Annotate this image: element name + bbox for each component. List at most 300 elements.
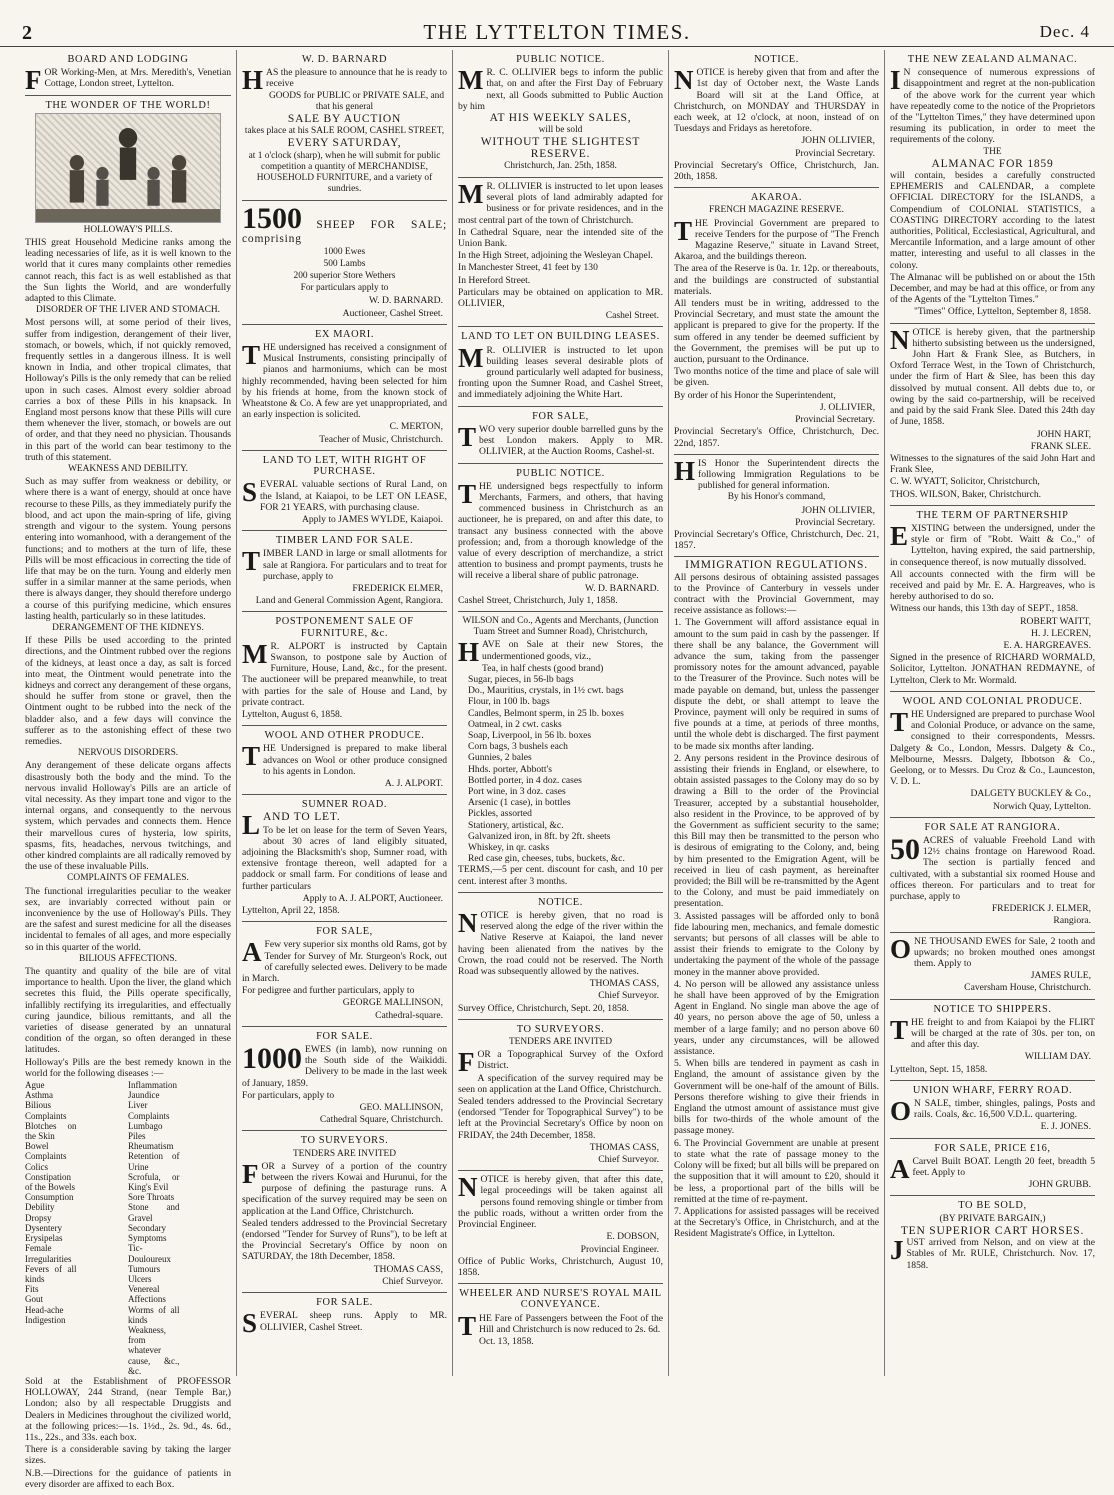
ad-title: THE NEW ZEALAND ALMANAC.: [907, 54, 1078, 65]
signature: Norwich Quay, Lyttelton.: [993, 800, 1091, 812]
section-heading: NERVOUS DISORDERS.: [77, 748, 179, 759]
ad-text: IMBER LAND in large or small allotments for sale at Rangiora. For particulars and to treat for purchase, apply to: [263, 548, 447, 582]
ad-rams-for-sale: [242, 922, 447, 1027]
list-item: Sore Throats: [128, 1192, 175, 1203]
signature: Caversham House, Christchurch.: [964, 982, 1091, 994]
masthead: [0, 0, 1114, 47]
ad-text: HE Undersigned are prepared to purchase Wool and Colonial Produce, or advance on the same, consigned to their correspondents, Messrs. Dalgety & Co., London, Messrs. Dalgety & Co., Melbourne, Messrs. Dalgety, Ibbotson & Co., Geelong, or to Messrs. Du Croz & Co., Launceston, V. D. L.: [890, 708, 1095, 788]
ad-title: FOR SALE,: [532, 410, 589, 422]
list-item: Dropsy: [25, 1212, 52, 1223]
list-item: Debility: [25, 1202, 55, 1213]
ad-subtitle: FRENCH MAGAZINE RESERVE.: [709, 205, 844, 216]
drop-cap: E: [890, 520, 909, 551]
list-item: Indigestion: [25, 1314, 66, 1325]
paragraph: All tenders must be in writing, addressed to the Provincial Secretary, and must state the amount the applicant is prepared to give for the property. If the sum offered in any tender be deemed sufficient by the Government, the premises will be put up to auction, pursuant to the Ordinance.: [674, 298, 879, 366]
signature: E. J. JONES.: [1040, 1121, 1091, 1133]
ad-timber-land: [242, 531, 447, 612]
paragraph: Holloway's Pills are the best remedy known in the world for the following diseases :—: [25, 1056, 231, 1079]
paragraph: will contain, besides a carefully constructed EPHEMERIS and CALENDAR, a complete OFFICIAL DIRECTORY for the ISLANDS, a Compendium of COLONIAL STATISTICS, a COASTING DIRECTORY according to the latest authorities, Political, Ecclesiastical, Agricultural, and Mercantile Information, and a large amount of other matter, interesting and useful to all classes in the colony.: [890, 170, 1095, 271]
ad-notice-to-shippers: [890, 1000, 1095, 1081]
paragraph: Sold at the Establishment of PROFESSOR HOLLOWAY, 244 Strand, (near Temple Bar,) London; also by all respectable Druggists and Dealers in Medicines throughout the civilized world, at the following prices:—1s. 1½d., 2s. 9d., 4s. 6d., 11s., 22s., and 33s. each box.: [25, 1375, 231, 1443]
paragraph: Provincial Secretary's Office, Christchurch, Dec. 21, 1857.: [674, 528, 879, 552]
paragraph: The quantity and quality of the bile are of vital importance to health. Upon the liver, the gland which secretes this fluid, the Pills operate specifically, infallibly rectifying its irregularities, and effectually curing jaundice, bilious remittants, and all the varieties of disease generated by an unnatural condition of the organ, so often deranged in these latitudes.: [25, 966, 231, 1056]
ad-ex-maori: [242, 325, 447, 451]
newspaper-title: THE LYTTELTON TIMES.: [423, 20, 691, 44]
list-item: Bottled porter, in 4 doz. cases: [468, 774, 582, 786]
paragraph: Particulars may be obtained on application to MR. OLLIVIER,: [458, 286, 663, 310]
list-item: Ulcers: [128, 1273, 152, 1284]
list-item: Oatmeal, in 2 cwt. casks: [468, 718, 562, 730]
list-item: Weakness, from whatever cause, &c., &c.: [128, 1324, 180, 1376]
big-number: 1500: [242, 202, 302, 236]
ad-title: NOTICE.: [538, 896, 583, 908]
ad-holloways-pills: [25, 96, 231, 1495]
ad-public-notice-ollivier: [458, 50, 663, 178]
list-item: Colics: [25, 1161, 49, 1172]
disease-list-right: [128, 1080, 231, 1376]
ad-immigration-regulations: [674, 557, 879, 1244]
ad-text: EVERAL sheep runs. Apply to MR. OLLIVIER, Cashel Street.: [260, 1310, 447, 1333]
ad-sumner-road: [242, 795, 447, 922]
ad-text: XISTING between the undersigned, under the style or firm of "Robt. Waitt & Co.," of Lyttelton, having expired, the said partnership, in consequence thereof, is now mutually dissolved.: [890, 522, 1095, 568]
paragraph: All persons desirous of obtaining assisted passages to the Province of Canterbury in vessels under contract with the Provincial Government, may receive assistance as follows:—: [674, 571, 879, 617]
list-item: Hhds. porter, Abbott's: [468, 763, 552, 775]
ad-text: R. ALPORT is instructed by Captain Swanson, to postpone sale by Auction of Furniture, House, Land, &c., for the present. The auctioneer will be prepared meanwhile, to treat with parties for the sale of House and Land, by private contract.: [242, 640, 447, 708]
paragraph: 6. The Provincial Government are unable at present to state what the rate of passage money to the Colony will be fixed; but all bills will be prepared on the supposition that it will amount to £20, should it be less, a proportional part of the bills will be remitted at the time of re-payment.: [674, 1137, 879, 1205]
signature: Cathedral-square.: [375, 1009, 443, 1021]
ad-title: NOTICE TO SHIPPERS.: [933, 1003, 1052, 1015]
ad-text: HE undersigned begs respectfully to inform Merchants, Farmers, and others, that having commenced business in Christchurch as an auctioneer, he is prepared, on and after this date, to transact any business connected with the above profession; and, from a thorough knowledge of the value of every description of merchandize, a strict attention to business and prompt payments, trusts he will receive a liberal share of public patronage.: [458, 480, 663, 582]
ad-text: OTICE is hereby given, that the partnership hitherto subsisting between us the undersigned, John Hart & Frank Slee, as Butchers, in Oxford Terrace West, in the Town of Christchurch, under the firm of Hart & Slee, has been this day dissolved by mutual consent. All debts due to, or owing by the said co-partnership, will be received and paid by the said Frank Slee. Dated this 24th day of June, 1858.: [890, 326, 1095, 428]
drop-cap: H: [458, 637, 480, 668]
paragraph: Most persons will, at some period of their lives, suffer from indigestion, derangement of their liver, stomach, or bowels, which, if not quickly removed, frequently settles in a dangerous illness. It is well known in India, and other tropical climates, that Holloway's Pills is the only remedy that can be relied upon in such cases. Almost every soldier abroad carries a box of these Pills in his knapsack. In England most persons know that these Pills will cure them whenever the liver, stomach, or bowels are out of order, and that they need no physician. Thousands in this part of the world can bear testimony to the truth of this statement.: [25, 317, 231, 463]
drop-cap: L: [242, 810, 261, 841]
ad-subtitle: TENDERS ARE INVITED: [508, 1037, 613, 1048]
ad-text: OTICE is hereby given, that after this date, legal proceedings will be taken against all persons found removing shingle or timber from the public roads, without a written order from the Provincial Engineer.: [458, 1174, 663, 1231]
paragraph: Lyttelton, Sept. 15, 1858.: [890, 1063, 988, 1075]
ad-line: By his Honor's command,: [727, 492, 826, 503]
section-heading: WEAKNESS AND DEBILITY.: [68, 464, 188, 475]
ad-text: R. C. OLLIVIER begs to inform the public that, on and after the First Day of February next, all Goods submitted to Public Auction by him: [458, 67, 663, 112]
signature: Apply to A. J. ALPORT, Auctioneer.: [302, 892, 443, 904]
drop-cap: T: [890, 1014, 909, 1045]
signature: FREDERICK J. ELMER,: [991, 903, 1091, 915]
paragraph: Lyttelton, August 6, 1858.: [242, 708, 343, 720]
list-item: Head-ache: [25, 1304, 64, 1315]
ad-line: takes place at his SALE ROOM, CASHEL STREET,: [244, 126, 445, 137]
list-item: Bowel Complaints: [25, 1141, 67, 1162]
drop-cap: M: [458, 342, 484, 373]
list-item: Jaundice: [128, 1090, 160, 1101]
signature: C. MERTON,: [389, 421, 443, 433]
paragraph: In Cathedral Square, near the intended site of the Union Bank.: [458, 226, 663, 250]
paragraph: Survey Office, Christchurch, Sept. 20, 1858.: [458, 1002, 629, 1014]
ad-plots-of-land: [458, 178, 663, 327]
list-item: Retention of Urine: [128, 1151, 180, 1172]
ad-postponement: [242, 612, 447, 726]
paragraph: In the High Street, adjoining the Wesleyan Chapel.: [458, 250, 653, 262]
drop-cap: H: [242, 65, 264, 96]
ad-title: IMMIGRATION REGULATIONS.: [685, 559, 868, 572]
paragraph: To be let on lease for the term of Seven Years, about 30 acres of land eligibly situated, adjoining the Blacksmith's shop, Sumner road, with extensive frontage thereon, well adapted for a paddock or small farm. For conditions of lease and further particulars: [242, 824, 447, 892]
ad-subtitle: (BY PRIVATE BARGAIN,): [939, 1213, 1046, 1224]
signature: JOHN OLLIVIER,: [801, 504, 875, 516]
signature: THOMAS CASS,: [373, 1263, 443, 1275]
ad-board-lodging: [25, 50, 231, 96]
list-item: Bilious Complaints: [25, 1100, 67, 1121]
ad-title: AKAROA.: [750, 192, 803, 204]
ad-subtitle: HOLLOWAY'S PILLS.: [83, 224, 173, 235]
signature: A. J. ALPORT.: [384, 777, 443, 789]
ad-text: HE Fare of Passengers between the Foot of the Hill and Christchurch is now reduced to 2s. 6d.: [479, 1312, 663, 1335]
signature: Provincial Secretary.: [795, 516, 875, 528]
paragraph: The functional irregularities peculiar to the weaker sex, are invariably corrected without pain or inconvenience by the use of Holloway's Pills. They are the safest and surest medicine for all the diseases incidental to females of all ages, and more especially so in this quarter of the world.: [25, 885, 231, 953]
drop-cap: S: [242, 477, 258, 508]
ad-line: at 1 o'clock (sharp), when he will submit for public competition a quantity of MERCHANDISE, HOUSEHOLD FURNITURE, and a variety of sundries.: [248, 150, 441, 195]
ad-title: PUBLIC NOTICE.: [516, 54, 605, 65]
engraving-illustration: [35, 113, 221, 223]
column-5: [884, 50, 1100, 1376]
ad-text: EVERAL valuable sections of Rural Land, on the Island, at Kaiapoi, to be LET ON LEASE, FOR 21 YEARS, with purchasing clause.: [260, 479, 447, 513]
list-item: Whiskey, in qr. casks: [468, 842, 550, 853]
ad-title: TO BE SOLD,: [958, 1200, 1027, 1212]
drop-cap: T: [890, 706, 909, 737]
ad-text: AS the pleasure to announce that he is ready to receive: [266, 67, 447, 90]
signature: E. DOBSON,: [606, 1231, 659, 1243]
ad-text: N SALE, timber, shingles, palings, Posts and rails. Coals, &c. 16,500 V.D.L. quartering.: [914, 1098, 1095, 1121]
list-item: Secondary Symptoms: [128, 1222, 167, 1244]
signature: Provincial Secretary.: [795, 414, 875, 426]
drop-cap: H: [674, 455, 696, 486]
drop-cap: N: [890, 324, 910, 355]
list-item: Arsenic (1 case), in bottles: [468, 797, 571, 809]
list-item: Fevers of all kinds: [25, 1263, 77, 1284]
paragraph: There is a considerable saving by taking the larger sizes.: [25, 1444, 231, 1467]
list-item: Stationery, artistical, &c.: [468, 819, 564, 831]
drop-cap: M: [242, 638, 268, 669]
ad-title: UNION WHARF, FERRY ROAD.: [912, 1084, 1073, 1096]
signature: Apply to JAMES WYLDE, Kaiapoi.: [301, 513, 443, 525]
list-item: Dysentery: [25, 1222, 62, 1233]
ad-title: WOOL AND OTHER PRODUCE.: [264, 730, 425, 742]
drop-cap: T: [674, 215, 693, 246]
ad-text: WO very superior double barrelled guns by the best London makers. Apply to MR. OLLIVIER, at the Auction Rooms, Cashel-st.: [479, 423, 663, 458]
paragraph: Oct. 13, 1858.: [479, 1335, 534, 1347]
ad-immigration-directive: [674, 455, 879, 558]
paragraph: Provincial Secretary's Office, Christchurch, Dec. 22nd, 1857.: [674, 426, 879, 449]
ad-title: FOR SALE,: [316, 926, 373, 938]
signature: Teacher of Music, Christchurch.: [319, 433, 443, 445]
paragraph: Lyttelton, April 22, 1858.: [242, 905, 340, 916]
paragraph: C. W. WYATT, Solicitor, Christchurch,: [890, 476, 1040, 488]
list-item: Pickles, assorted: [468, 808, 532, 820]
list-item: Scrofula, or King's Evil: [128, 1171, 180, 1193]
ad-text: HE undersigned has received a consignment of Musical Instruments, consisting principally of pianos and harmoniums, which can be most highly recommended, having been selected for him by his friends at home, from the known stock of Wheatstone & Co. A few are yet unappropriated, and an early inspection is solicited.: [242, 342, 447, 421]
ad-text: NE THOUSAND EWES for Sale, 2 tooth and upwards; no broken mouthed ones amongst them. Apply to: [914, 935, 1095, 970]
ad-line: AT HIS WEEKLY SALES,: [489, 112, 632, 125]
list-item: Piles: [128, 1131, 146, 1142]
drop-cap: N: [674, 65, 694, 96]
ad-line: For particulars apply to: [300, 283, 389, 294]
signature: Auctioneer, Cashel Street.: [342, 307, 443, 319]
signature: FREDERICK ELMER,: [352, 582, 443, 594]
ad-title: WOOL AND COLONIAL PRODUCE.: [902, 695, 1083, 707]
paragraph: For particulars, apply to: [242, 1089, 335, 1101]
ad-text: OTICE is hereby given that from and after the 1st day of October next, the Waste Lands Board will sit at the Land Office, at Christchurch, on MONDAY and THURSDAY in each week, at 12 o'clock, at noon, instead of on Tuesdays and Fridays as heretofore.: [674, 67, 879, 135]
signature: W. D. BARNARD.: [584, 582, 659, 594]
ad-title: BOARD AND LODGING: [67, 54, 189, 65]
list-item: Rheumatism: [128, 1141, 174, 1152]
paragraph: The area of the Reserve is 0a. 1r. 12p. or thereabouts, and the buildings are constructed of substantial materials.: [674, 263, 879, 297]
signature: DALGETY BUCKLEY & Co.,: [970, 788, 1091, 800]
list-item: Constipation of the Bowels: [25, 1171, 75, 1193]
ad-headline: AND TO LET.: [263, 811, 341, 824]
paragraph: TERMS,—5 per cent. discount for cash, and 10 per cent. interest after 3 months.: [458, 864, 663, 887]
list-item: Blotches on the Skin: [25, 1120, 77, 1142]
paragraph: Such as may suffer from weakness or debility, or where there is a want of energy, should at once have recourse to these Pills, as they immediately purify the blood, and act upon the main-spring of life, giving strength and vigour to the system. Young persons entering into womanhood, with a derangement of the functions; and to mothers at the turn of life, these Pills will be most efficacious in correcting the tide of life that may be on the turn. Young and elderly men suffer in a similar manner at the same periods, when there is always danger, they should therefore undergo a course of this purifying medicine, which ensures lasting health, particularly so in these latitudes.: [25, 476, 231, 622]
list-item: Gunnies, 2 bales: [468, 752, 532, 764]
big-number: 1000: [242, 1042, 302, 1076]
ad-text: Few very superior six months old Rams, got by Tender for Survey of Mr. Sturgeon's Rock, out of carefully selected ewes. Delivery to be made in March.: [242, 939, 447, 985]
drop-cap: T: [242, 741, 261, 772]
ad-line: 500 Lambs: [323, 258, 366, 269]
signature: Chief Surveyor.: [382, 1275, 443, 1287]
list-item: Stone and Gravel: [128, 1202, 180, 1223]
ad-title: W. D. BARNARD: [301, 54, 388, 65]
ad-line: EVERY SATURDAY,: [287, 137, 402, 150]
signature: JOHN HART,: [1036, 428, 1091, 440]
signature: H. J. LECREN,: [1031, 627, 1091, 639]
drop-cap: T: [242, 546, 261, 577]
paragraph: For pedigree and further particulars, apply to: [242, 985, 415, 997]
ad-title: FOR SALE AT RANGIORA.: [924, 821, 1061, 833]
signature: THOMAS CASS,: [589, 978, 659, 990]
paragraph: 5. When bills are tendered in payment as cash in England, the amount of assistance given by the Government will be one-half of the amount of Bills. Persons therefore wishing to give their friends in England the utmost amount of assistance must give bills for two-thirds of the whole amount of the passage money.: [674, 1058, 879, 1137]
ad-sheep-runs: [242, 1293, 447, 1338]
signature: J. OLLIVIER,: [819, 401, 875, 413]
drop-cap: I: [890, 65, 901, 96]
signature: WILLIAM DAY.: [1024, 1051, 1091, 1063]
signature: "Times" Office, Lyttelton, September 8, 1858.: [913, 306, 1091, 318]
engraving-icon: [36, 114, 220, 222]
paragraph: In Manchester Street, 41 feet by 130: [458, 262, 598, 274]
paragraph: Provincial Secretary's Office, Christchurch, Jan. 20th, 1858.: [674, 159, 879, 183]
page-number: 2: [22, 22, 32, 44]
disease-list-left: [25, 1080, 128, 1376]
ad-line: will be sold: [538, 125, 583, 136]
list-item: Candles, Belmont sperm, in 25 lb. boxes: [468, 707, 624, 719]
ad-title: SHEEP FOR SALE; comprising: [242, 219, 447, 246]
signature: ROBERT WAITT,: [1020, 615, 1091, 627]
signature: Provincial Engineer.: [580, 1243, 659, 1255]
list-item: Venereal Affections: [128, 1284, 166, 1305]
ad-title: FOR SALE, PRICE £16,: [934, 1142, 1051, 1154]
paragraph: 7. Applications for assisted passages will be received at the Secretary's Office, in Christchurch, and at the Resident Magistrate's Office, in Lyttelton.: [674, 1205, 879, 1240]
drop-cap: S: [242, 1308, 258, 1339]
drop-cap: F: [242, 1158, 259, 1189]
ad-ewes-for-sale: [242, 1027, 447, 1132]
ad-line: THE: [983, 146, 1002, 157]
list-item: Tea, in half chests (good brand): [482, 662, 604, 674]
ad-title: NOTICE.: [754, 54, 799, 65]
drop-cap: N: [458, 908, 478, 939]
ad-cart-horses: [890, 1196, 1095, 1275]
list-item: Asthma: [25, 1090, 53, 1101]
signature: W. D. BARNARD.: [368, 295, 443, 307]
ad-line: Christchurch, Jan. 25th, 1858.: [504, 160, 617, 171]
paragraph: In Hereford Street.: [458, 274, 531, 286]
ad-sheep-for-sale: [242, 201, 447, 324]
ad-text: OR a Survey of a portion of the country between the rivers Kowai and Hurunui, for the purpose of defining the pasturage runs. A specification of the survey required may be seen on application at the Land Office, Christchurch.: [242, 1160, 447, 1217]
ad-headline: ALMANAC FOR 1859: [931, 157, 1054, 170]
ad-text: Carvel Built BOAT. Length 20 feet, breadth 5 feet. Apply to: [912, 1155, 1095, 1179]
ad-text: HE freight to and from Kaiapoi by the FLIRT will be charged at the rate of 30s. per ton, on and after this day.: [911, 1016, 1095, 1051]
signature: Rangiora.: [1053, 915, 1091, 927]
paragraph: 2. Any persons resident in the Province desirous of assisting their friends in England, or elsewhere, to obtain assisted passages to the Colony may do so by drawing a Bill to the order of the Provincial Treasurer, accepted by a substantial householder, also resident in the Province, to be approved of by the Government as sufficient security to the same; this Bill may then be transmitted to the person who is desirous of emigrating to the Colony, and, being by him presented to the Emigration Agent, will be received in lieu of cash payment, as hereinafter provided; the Bill will be re-transmitted by the Agent to the Colony, and must be paid immediately on presentation.: [674, 752, 879, 910]
paragraph: 4. No person will be allowed any assistance unless he shall have been approved of by the Emigration Agent in England. No single man above the age of 40 years, no person above the age of 50, unless a member of a large family; and no person above 60 years, under any circumstances, will be allowed assistance.: [674, 978, 879, 1058]
ad-building-leases: [458, 327, 663, 406]
ad-to-surveyors-runs: [242, 1131, 447, 1293]
list-item: Erysipelas: [25, 1233, 63, 1244]
list-item: Red case gin, cheeses, tubs, buckets, &c.: [468, 853, 625, 865]
big-number: 50: [890, 833, 920, 866]
list-item: Tic-Douloureux: [128, 1243, 171, 1264]
column-2: [236, 50, 452, 1376]
ad-notice-shingle: [458, 1171, 663, 1284]
paragraph: Sealed tenders addressed to the Provincial Secretary (endorsed "Tender for Survey of Runs"), to be left at the Provincial Secretary's Office by noon on SATURDAY, the 18th December, 1858.: [242, 1217, 447, 1263]
ad-waitt-partnership: [890, 506, 1095, 692]
list-item: Sugar, pieces, in 56-lb bags: [468, 673, 574, 685]
list-item: Female Irregularities: [25, 1243, 72, 1264]
ad-text: EWES (in lamb), now running on the South side of the Waikiddi. Delivery to be made in the last week of January, 1859.: [242, 1044, 447, 1089]
drop-cap: O: [890, 933, 912, 964]
list-item: Gout: [25, 1294, 43, 1305]
ad-akaroa-magazine: [674, 188, 879, 454]
issue-date: Dec. 4: [1039, 22, 1090, 41]
paragraph: Any derangement of these delicate organs affects disastrously both the body and the mind. To the nervous invalid Holloway's Pills are an article of vital necessity. As they impart tone and vigor to the internal organs, and consequently to the nervous system, which pervades and connects them. Hence their marvellous cures of hysteria, low spirits, spasms, fits, headaches, nervous twitchings, and other kindred complaints are all radically removed by the use of these invaluable Pills.: [25, 760, 231, 873]
ad-line: 1000 Ewes: [323, 246, 366, 257]
signature: JOHN OLLIVIER,: [801, 135, 875, 147]
signature: Chief Surveyor.: [598, 990, 659, 1002]
section-heading: DISORDER OF THE LIVER AND STOMACH.: [35, 305, 221, 316]
signature: Chief Surveyor.: [598, 1154, 659, 1166]
section-heading: DERANGEMENT OF THE KIDNEYS.: [52, 622, 204, 633]
ad-title: TO SURVEYORS.: [516, 1023, 605, 1035]
ad-title: LAND TO LET ON BUILDING LEASES.: [461, 331, 660, 343]
ad-wilson-and-co: [458, 612, 663, 893]
ad-title: PUBLIC NOTICE.: [516, 467, 605, 479]
ad-text: UST arrived from Nelson, and on view at the Stables of Mr. RULE, Christchurch. Nov. 17, 1858.: [906, 1237, 1095, 1271]
list-item: Do., Mauritius, crystals, in 1½ cwt. bags: [468, 685, 624, 697]
ad-headline: TEN SUPERIOR CART HORSES.: [900, 1224, 1085, 1237]
drop-cap: F: [458, 1047, 475, 1078]
drop-cap: T: [242, 340, 261, 371]
signature: E. A. HARGREAVES.: [1003, 639, 1091, 651]
ad-title: TO SURVEYORS.: [300, 1135, 389, 1147]
column-3: [452, 50, 668, 1376]
signature: Land and General Commission Agent, Rangiora.: [255, 595, 443, 607]
column-1: [20, 50, 236, 1490]
drop-cap: O: [890, 1096, 912, 1127]
signature: Cathedral Square, Christchurch.: [319, 1114, 443, 1126]
ad-land-to-let: [242, 451, 447, 531]
ad-barnard-auction: [242, 50, 447, 201]
ad-wool-produce: [242, 726, 447, 795]
ad-text: R. OLLIVIER is instructed to let upon building leases several desirable plots of ground particularly well adapted for business, fronting upon the Sumner Road, and Cashel Street, and immediately adjoining the White Hart.: [458, 344, 663, 401]
signature: GEO. MALLINSON,: [359, 1102, 443, 1114]
paragraph: By order of his Honor the Superintendent,: [674, 389, 836, 401]
list-item: Port wine, in 3 doz. cases: [468, 785, 566, 797]
ad-notice-road-reserve: [458, 893, 663, 1020]
signature: FRANK SLEE.: [1030, 440, 1091, 452]
list-item: Soap, Liverpool, in 56 lb. boxes: [468, 729, 592, 741]
drop-cap: J: [890, 1235, 904, 1266]
paragraph: If these Pills be used according to the printed directions, and the Ointment rubbed over the regions of the kidneys, at least once a day, as salt is forced into meat, the Ointment would penetrate into the kidneys and correct any derangement of these organs, should he suffer from stone or gravel, then the Ointment ought to be rubbed into the neck of the bladder also, and a few days will convince the sufferer as to the astonishing effect of these two remedies.: [25, 635, 232, 747]
paragraph: Sealed tenders addressed to the Provincial Secretary (endorsed "Tender for Topographical Survey") to be left at the Provincial Secretary's Office by noon on FRIDAY, the 24th December, 1858.: [458, 1096, 663, 1141]
ad-line: GOODS for PUBLIC or PRIVATE SALE, and that his general: [268, 90, 445, 112]
ad-boat-for-sale: [890, 1139, 1095, 1197]
ad-title: POSTPONEMENT SALE OF FURNITURE, &c.: [275, 616, 414, 639]
paragraph: Signed in the presence of RICHARD WORMALD, Solicitor, Lyttelton. JONATHAN REDMAYNE, of Lyttelton, Clerk to Mr. Wormald.: [890, 652, 1095, 686]
paragraph: N.B.—Directions for the guidance of patients in every disorder are affixed to each Box.: [25, 1467, 231, 1490]
paragraph: All accounts connected with the firm will be received and paid by Mr. E. A. Hargreaves, who is hereby authorised to do so.: [890, 568, 1095, 603]
drop-cap: F: [25, 65, 42, 96]
drop-cap: T: [458, 1310, 477, 1341]
list-item: Liver Complaints: [128, 1100, 170, 1121]
ad-line: SALE BY AUCTION: [287, 113, 402, 126]
ad-title: SUMNER ROAD.: [301, 799, 388, 811]
paragraph: THOS. WILSON, Baker, Christchurch.: [890, 488, 1042, 500]
ad-text: HE Provincial Government are prepared to receive Tenders for the purpose of "The French Magazine Reserve," situate in Lavand Street, Akaroa, and the buildings thereon.: [674, 217, 879, 263]
ad-hart-slee-partnership: [890, 324, 1095, 506]
columns: [20, 50, 1100, 1490]
ad-title: FOR SALE.: [316, 1030, 373, 1042]
ad-text: HE Undersigned is prepared to make liberal advances on Wool or other produce consigned to his agents in London.: [263, 743, 447, 777]
list-item: Flour, in 100 lb. bags: [468, 696, 550, 708]
ad-text: OR Working-Men, at Mrs. Meredith's, Venetian Cottage, London street, Lyttelton.: [44, 67, 231, 90]
list-item: Ague: [25, 1080, 45, 1091]
ad-union-wharf: [890, 1081, 1095, 1139]
ad-line: 200 superior Store Wethers: [293, 271, 396, 282]
goods-list: [458, 663, 663, 865]
list-item: Inflammation: [128, 1080, 177, 1091]
drop-cap: M: [458, 179, 484, 210]
signature: JOHN GRUBB.: [1028, 1179, 1091, 1191]
paragraph: THIS great Household Medicine ranks among the leading necessaries of life, as it is well known to the world that it cures many complaints other remedies cannot reach, this fact is as well established as that the Sun lights the World, and are wonderfully adapted to this Climate.: [25, 237, 231, 305]
ad-guns-for-sale: [458, 407, 663, 464]
ad-text: OTICE is hereby given, that no road is reserved along the edge of the river within the Native Reserve at Kaiapoi, the land never having been alienated from the natives by the Crown, the road could not be reserved. The North Road was subsequently allowed by the natives.: [458, 910, 663, 978]
list-item: Worms of all kinds: [128, 1304, 180, 1325]
ad-title: WHEELER AND NURSE'S ROYAL MAIL CONVEYANCE.: [459, 1288, 662, 1311]
ad-title: EX MAORI.: [314, 328, 375, 340]
ad-to-surveyors-oxford: [458, 1020, 663, 1171]
ad-text: OR a Topographical Survey of the Oxford District.: [477, 1049, 663, 1072]
section-heading: COMPLAINTS OF FEMALES.: [67, 873, 189, 884]
ad-title: FOR SALE.: [316, 1297, 373, 1309]
drop-cap: N: [458, 1172, 478, 1203]
section-heading: BILIOUS AFFECTIONS.: [79, 953, 177, 964]
ad-nz-almanac: [890, 50, 1095, 324]
list-item: Corn bags, 3 bushels each: [468, 741, 568, 753]
drop-cap: A: [890, 1153, 910, 1184]
paragraph: Cashel Street, Christchurch, July 1, 1858.: [458, 594, 618, 606]
list-item: Lumbago: [128, 1120, 163, 1131]
signature: Cashel Street.: [605, 310, 659, 322]
ad-royal-mail-conveyance: [458, 1284, 663, 1352]
signature: GEORGE MALLINSON,: [342, 997, 443, 1009]
column-4: [668, 50, 884, 1376]
ad-title: THE TERM OF PARTNERSHIP: [916, 509, 1069, 521]
